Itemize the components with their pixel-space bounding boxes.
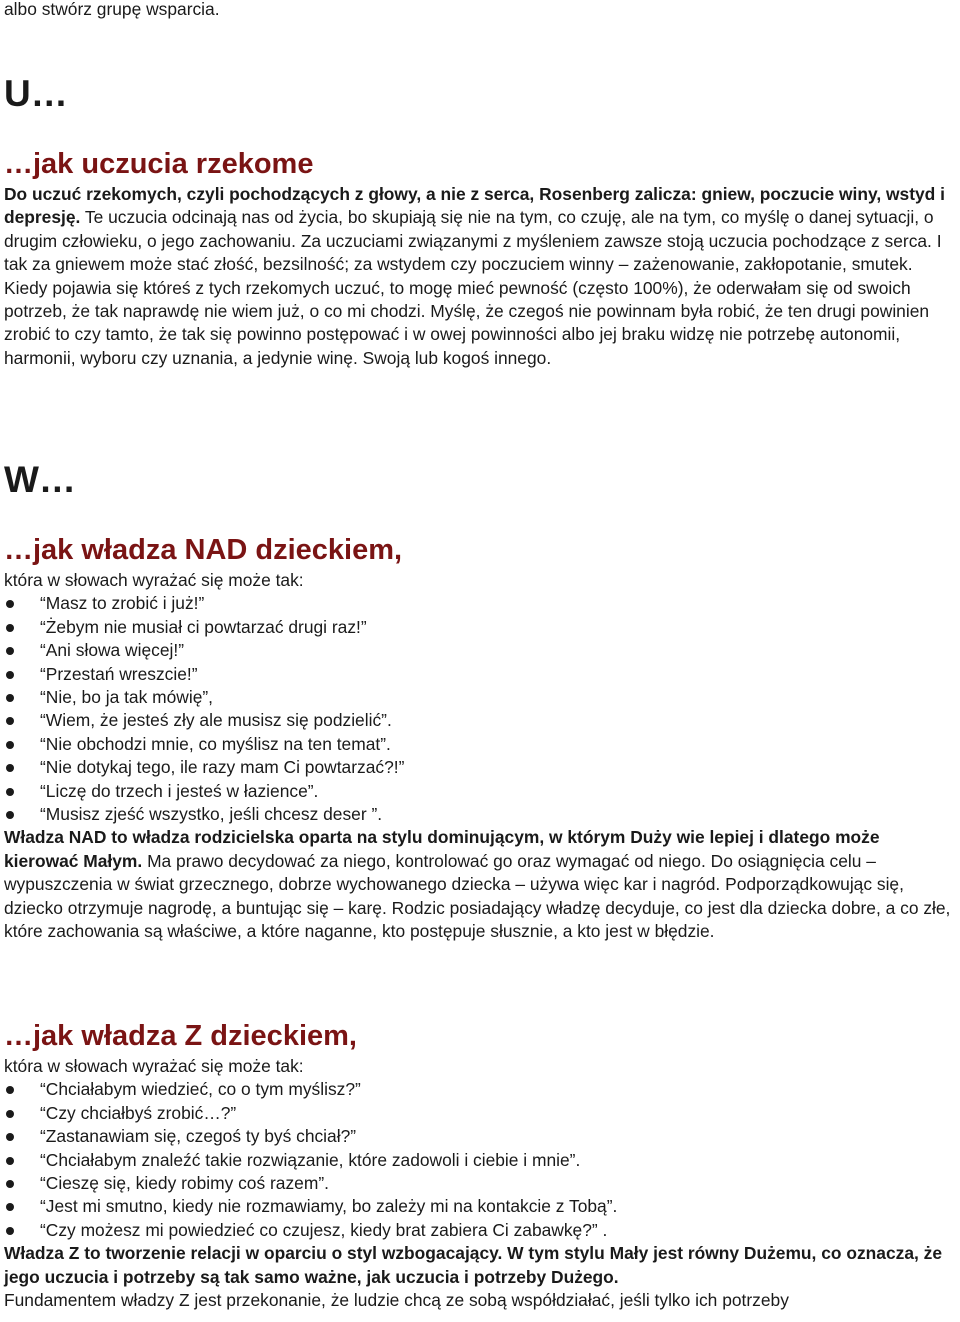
bullet-icon: [6, 1203, 14, 1211]
quote-list-nad: [4, 592, 957, 826]
list-item: “Masz to zrobić i już!”: [4, 592, 957, 615]
bullet-icon: [6, 1180, 14, 1188]
list-item: “Chciałabym znaleźć takie rozwiązanie, które zadowoli i ciebie i mnie”.: [4, 1149, 957, 1172]
bullet-icon: [6, 671, 14, 679]
list-item: “Czy możesz mi powiedzieć co czujesz, kiedy brat zabiera Ci zabawkę?” .: [4, 1219, 957, 1242]
list-item: “Chciałabym wiedzieć, co o tym myślisz?”: [4, 1078, 957, 1101]
paragraph-wladza-nad-bold: Władza NAD to władza rodzicielska oparta na stylu dominującym, w którym Duży wie lepiej i dlatego może kierować Małym.: [4, 827, 880, 871]
heading-wladza-z: …jak władza Z dzieckiem,: [4, 1020, 357, 1052]
bullet-icon: [6, 717, 14, 725]
bullet-icon: [6, 1227, 14, 1235]
list-intro-z: która w słowach wyrażać się może tak:: [4, 1056, 304, 1076]
paragraph-wladza-z-text: Fundamentem władzy Z jest przekonanie, że ludzie chcą ze sobą współdziałać, jeśli tylko ich potrzeby: [4, 1290, 789, 1311]
heading-uczucia-rzekome: …jak uczucia rzekome: [4, 148, 314, 180]
paragraph-wladza-z-bold: Władza Z to tworzenie relacji w oparciu o styl wzbogacający. W tym stylu Mały jest równy Dużemu, co oznacza, że jego uczucia i potrzeby są tak samo ważne, jak uczucia i potrzeby Dużego.: [4, 1243, 943, 1287]
heading-wladza-nad: …jak władza NAD dzieckiem,: [4, 534, 403, 566]
bullet-icon: [6, 694, 14, 702]
quote-list-z: [4, 1078, 957, 1242]
list-item: “Nie obchodzi mnie, co myślisz na ten temat”.: [4, 733, 957, 756]
section-w: [4, 458, 957, 944]
list-item: “Czy chciałbyś zrobić…?”: [4, 1102, 957, 1125]
bullet-icon: [6, 1133, 14, 1141]
section-letter-w: W…: [4, 459, 76, 500]
list-item: “Nie dotykaj tego, ile razy mam Ci powtarzać?!”: [4, 756, 957, 779]
paragraph-uczucia-bold: Do uczuć rzekomych, czyli pochodzących z głowy, a nie z serca, Rosenberg zalicza: gniew, poczucie winy, wstyd i depresję.: [4, 184, 945, 228]
list-item: “Przestań wreszcie!”: [4, 663, 957, 686]
list-item: “Wiem, że jesteś zły ale musisz się podzielić”.: [4, 709, 957, 732]
bullet-icon: [6, 788, 14, 796]
bullet-icon: [6, 1086, 14, 1094]
section-z: [4, 1018, 957, 1312]
list-item: “Liczę do trzech i jesteś w łazience”.: [4, 780, 957, 803]
paragraph-uczucia: [4, 183, 957, 370]
list-intro-nad: która w słowach wyrażać się może tak:: [4, 570, 304, 590]
bullet-icon: [6, 1110, 14, 1118]
bullet-icon: [6, 647, 14, 655]
list-item: “Nie, bo ja tak mówię”,: [4, 686, 957, 709]
paragraph-uczucia-text: Te uczucia odcinają nas od życia, bo skupiają się nie na tym, co czuję, ale na tym, co myślę o danej sytuacji, o drugim człowieku, o jego zachowaniu. Za uczuciami związanymi z myśleniem zawsze stoją uczucia pochodzące z serca. I tak za gniewem może stać złość, bezsilność; za wstydem czy poczuciem winny – zażenowanie, zakłopotanie, smutek. Kiedy pojawia się któreś z tych rzekomych uczuć, to mogę mieć pewność (często 100%), że oderwałam się od swoich potrzeb, że tak naprawdę nie wiem już, o co mi chodzi. Myślę, że czegoś nie powinnam była robić, że ten drugi powinien zrobić to czy tamto, że tak się powinno postępować i w owej powinności albo jej braku widzę nie potrzebę autonomii, harmonii, wyboru czy uznania, a jedynie winę. Swoją lub kogoś innego.: [4, 207, 942, 368]
list-item: “Musisz zjeść wszystko, jeśli chcesz deser ”.: [4, 803, 957, 826]
bullet-icon: [6, 764, 14, 772]
list-item: “Jest mi smutno, kiedy nie rozmawiamy, bo zależy mi na kontakcie z Tobą”.: [4, 1195, 957, 1218]
bullet-icon: [6, 600, 14, 608]
paragraph-wladza-nad: [4, 826, 957, 943]
list-item: “Ani słowa więcej!”: [4, 639, 957, 662]
bullet-icon: [6, 741, 14, 749]
paragraph-wladza-nad-text: Ma prawo decydować za niego, kontrolować go oraz wymagać od niego. Do osiągnięcia celu – wypuszczenia w świat grzecznego, dobrze wychowanego dziecka – używa więc kar i nagród. Podporządkowując się, dziecko otrzymuje nagrodę, a buntując się – karę. Rodzic posiadający władzę decyduje, co jest dla dziecka dobre, a co złe, które zachowania są właściwe, a które naganne, kto postępuje słusznie, a kto jest w błędzie.: [4, 850, 951, 942]
bullet-icon: [6, 624, 14, 632]
list-item: “Żebym nie musiał ci powtarzać drugi raz!”: [4, 616, 957, 639]
bullet-icon: [6, 811, 14, 819]
intro-line: albo stwórz grupę wsparcia.: [4, 0, 220, 19]
list-item: “Zastanawiam się, czegoś ty byś chciał?”: [4, 1125, 957, 1148]
section-u: [4, 72, 957, 370]
section-letter-u: U…: [4, 73, 68, 114]
bullet-icon: [6, 1157, 14, 1165]
list-item: “Cieszę się, kiedy robimy coś razem”.: [4, 1172, 957, 1195]
